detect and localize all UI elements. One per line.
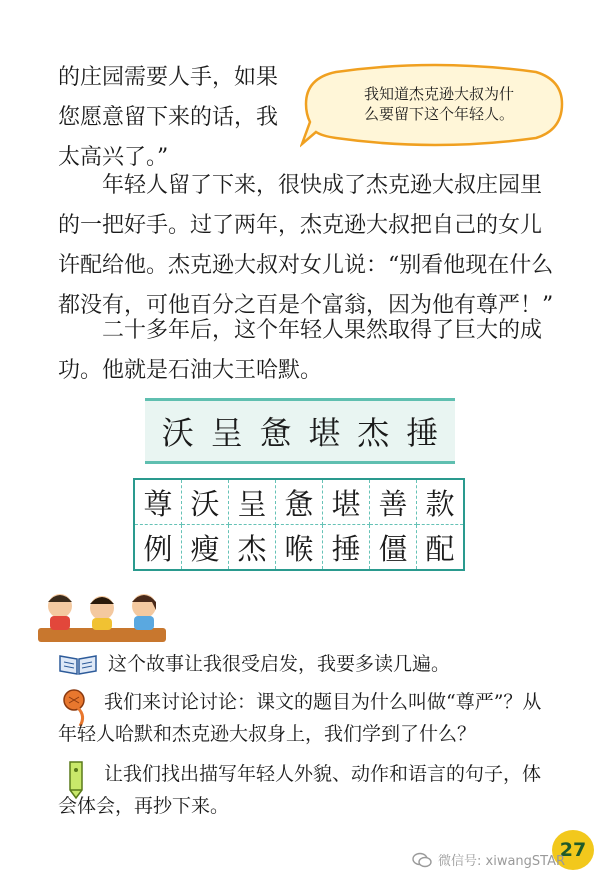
copying-prompt xyxy=(58,758,542,822)
grid-row xyxy=(134,525,464,571)
story-line: 您愿意留下来的话，我 xyxy=(58,105,279,130)
prompt-line: 我们来讨论讨论：课文的题目为什么叫做“尊严”？从 xyxy=(104,691,542,713)
grid-cell: 善 xyxy=(370,479,417,525)
story-paragraph-3 xyxy=(58,311,542,391)
grid-cell: 尊 xyxy=(134,479,182,525)
grid-cell: 款 xyxy=(417,479,465,525)
book-icon xyxy=(58,652,98,676)
page-number: 27 xyxy=(552,830,594,870)
grid-cell: 僵 xyxy=(370,525,417,571)
grid-cell: 呈 xyxy=(229,479,276,525)
grid-cell: 喉 xyxy=(276,525,323,571)
thought-bubble xyxy=(300,60,568,148)
bubble-line: 我知道杰克逊大叔为什 xyxy=(363,85,514,103)
prompt-line: 年轻人哈默和杰克逊大叔身上，我们学到了什么？ xyxy=(58,723,477,745)
story-line: 年轻人留了下来，很快成了杰克逊大叔庄园里 xyxy=(58,173,543,198)
prompt-line: 会体会，再抄下来。 xyxy=(58,795,230,817)
story-line: 的庄园需要人手，如果 xyxy=(58,65,279,90)
story-paragraph-1 xyxy=(58,58,278,178)
grid-cell: 惫 xyxy=(276,479,323,525)
grid-cell: 瘦 xyxy=(182,525,229,571)
story-line: 二十多年后，这个年轻人果然取得了巨大的成 xyxy=(58,318,543,343)
grid-cell: 杰 xyxy=(229,525,276,571)
writing-characters-grid xyxy=(133,478,465,571)
grid-cell: 例 xyxy=(134,525,182,571)
grid-cell: 堪 xyxy=(323,479,370,525)
watermark xyxy=(412,850,565,869)
watermark-text: 微信号: xiwangSTAR xyxy=(438,854,566,869)
story-line: 许配给他。杰克逊大叔对女儿说：“别看他现在什么 xyxy=(58,253,554,278)
recognize-char: 捶 xyxy=(406,414,439,452)
discussion-prompt xyxy=(58,686,542,750)
story-line: 功。他就是石油大王哈默。 xyxy=(58,358,323,383)
recognize-char: 沃 xyxy=(161,414,194,452)
grid-cell: 捶 xyxy=(323,525,370,571)
story-line: 都没有，可他百分之百是个富翁，因为他有尊严！” xyxy=(58,293,554,318)
reading-prompt xyxy=(108,648,450,680)
prompt-line: 让我们找出描写年轻人外貌、动作和语言的句子，体 xyxy=(104,763,542,785)
bubble-line: 么要留下这个年轻人。 xyxy=(363,105,514,123)
recognize-char: 呈 xyxy=(210,414,243,452)
story-line: 的一把好手。过了两年，杰克逊大叔把自己的女儿 xyxy=(58,213,543,238)
prompt-line: 这个故事让我很受启发，我要多读几遍。 xyxy=(108,653,451,675)
grid-cell: 沃 xyxy=(182,479,229,525)
grid-cell: 配 xyxy=(425,531,455,566)
wechat-icon xyxy=(412,852,432,868)
recognize-char: 杰 xyxy=(357,414,390,452)
grid-row xyxy=(134,479,464,525)
recognize-characters-banner xyxy=(145,398,455,464)
recognize-char: 堪 xyxy=(308,414,341,452)
story-paragraph-2 xyxy=(58,166,553,326)
recognize-char: 惫 xyxy=(259,414,292,452)
story-line: 太高兴了。” xyxy=(58,145,169,170)
kids-illustration xyxy=(32,588,172,646)
